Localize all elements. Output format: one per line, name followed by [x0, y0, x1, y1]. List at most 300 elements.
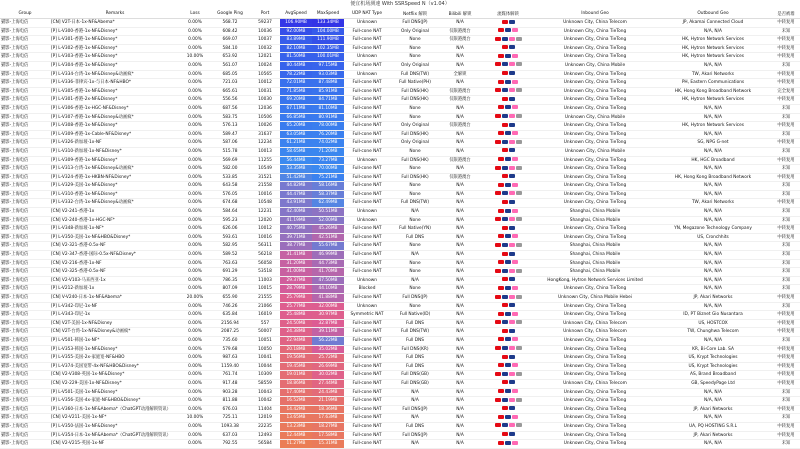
table-row[interactable] [0, 87, 800, 96]
table-cell: 猫影-上海电信 [0, 440, 50, 449]
table-cell: HK, Hytron Network Services [654, 36, 772, 45]
table-cell: Full Native(PH) [390, 79, 440, 88]
table-row[interactable] [0, 225, 800, 234]
table-row[interactable] [0, 302, 800, 311]
table-cell: None [390, 268, 440, 277]
table-cell: 515.78 [210, 147, 250, 156]
table-cell: N/A [440, 53, 480, 62]
streaming-icon [502, 20, 508, 24]
table-cell: Unknown City, China TieTong [536, 130, 654, 139]
table-cell: Unknown City, China TieTong [536, 345, 654, 354]
table-cell: Full-cone NAT [344, 199, 390, 208]
table-cell [480, 104, 536, 113]
table-cell: 未知 [772, 130, 800, 139]
table-row[interactable] [0, 27, 800, 36]
table-row[interactable] [0, 216, 800, 225]
table-cell: Unknown City, China TieTong [536, 405, 654, 414]
table-cell: 10012 [250, 79, 280, 88]
streaming-icon [495, 88, 501, 92]
streaming-icon [502, 114, 508, 118]
table-cell: 猫影-上海电信 [0, 414, 50, 423]
table-cell: 24.43MB [312, 388, 344, 397]
table-cell: 0.00% [180, 19, 210, 28]
column-header[interactable]: Bilibili 解锁 [440, 9, 480, 19]
table-cell: 仅限港澳台 [440, 27, 480, 36]
column-header[interactable]: Google Ping [210, 9, 250, 19]
table-cell: N/A [440, 104, 480, 113]
table-cell: Full-cone NAT [344, 182, 390, 191]
streaming-icon [505, 286, 511, 290]
table-row[interactable] [0, 405, 800, 414]
streaming-icon [505, 312, 511, 316]
table-cell: 中转复用 [772, 96, 800, 105]
table-cell: 674.68 [210, 199, 250, 208]
table-cell: 猫影-上海电信 [0, 233, 50, 242]
table-cell: 53.35MB [280, 165, 312, 174]
table-cell: 0.00% [180, 36, 210, 45]
table-cell: N/A [440, 414, 480, 423]
table-cell: [P] L-V356-美国-4x-家庭-NF&HBO&Disney* [50, 397, 180, 406]
table-cell: [P] L-V313-台湾-1x-NF&Disney&动画疯* [50, 165, 180, 174]
table-row[interactable] [0, 156, 800, 165]
table-row[interactable] [0, 36, 800, 45]
table-cell: 665.61 [210, 87, 250, 96]
table-row[interactable] [0, 182, 800, 191]
table-cell: Full DNS [390, 336, 440, 345]
table-cell: Full-cone NAT [344, 147, 390, 156]
column-header[interactable]: Loss [180, 9, 210, 19]
table-cell: [P] L-V501-美国-1x-NF&Disney* [50, 388, 180, 397]
table-row[interactable] [0, 104, 800, 113]
streaming-icon [509, 200, 515, 204]
streaming-icon [509, 123, 515, 127]
table-cell: Unknown City, China TieTong [536, 190, 654, 199]
streaming-icon [516, 37, 522, 41]
streaming-icon [509, 20, 515, 24]
table-cell: 691.29 [210, 268, 250, 277]
table-cell: 31.20MB [280, 259, 312, 268]
table-row[interactable] [0, 190, 800, 199]
streaming-icon [512, 312, 518, 316]
column-header[interactable]: MaxSpeed [312, 9, 344, 19]
table-cell: [P] L-V334-台湾-1x-NF&Disney&动画疯* [50, 70, 180, 79]
table-cell: N/A, N/A [654, 208, 772, 217]
table-cell [480, 345, 536, 354]
table-cell [480, 36, 536, 45]
table-cell: 未知 [772, 276, 800, 285]
table-cell: None [390, 147, 440, 156]
table-cell: ID, PT Biznet Gio Nusantara [654, 311, 772, 320]
table-row[interactable] [0, 268, 800, 277]
table-cell: Unknown City, China TieTong [536, 233, 654, 242]
table-cell: 111.90MB [312, 36, 344, 45]
table-cell: Unknown City, China Telecom [536, 379, 654, 388]
table-row[interactable] [0, 431, 800, 440]
table-cell: 0.00% [180, 173, 210, 182]
streaming-icon [498, 260, 504, 264]
table-cell: 未知 [772, 259, 800, 268]
table-cell [480, 362, 536, 371]
table-cell: 47.50MB [312, 276, 344, 285]
table-cell: US, Krypt Technologies [654, 354, 772, 363]
table-cell: 未知 [772, 165, 800, 174]
streaming-icon [502, 252, 508, 256]
table-cell: 猫影-上海电信 [0, 319, 50, 328]
table-cell: 21555 [250, 294, 280, 303]
table-cell: 中转复用 [772, 319, 800, 328]
streaming-icon [502, 269, 508, 273]
table-cell: 40.75MB [280, 225, 312, 234]
table-row[interactable] [0, 319, 800, 328]
table-cell: HK, Hytron Network Services [654, 96, 772, 105]
table-cell: 0.00% [180, 113, 210, 122]
table-cell: 猫影-上海电信 [0, 311, 50, 320]
table-row[interactable] [0, 371, 800, 380]
table-cell: N/A [390, 208, 440, 217]
table-cell: 未知 [772, 147, 800, 156]
table-cell: 未知 [772, 302, 800, 311]
table-cell: HK, Hytron Network Services [654, 122, 772, 131]
column-header[interactable]: Outbound Geo [654, 9, 772, 19]
table-cell: N/A [440, 259, 480, 268]
table-row[interactable] [0, 173, 800, 182]
table-row[interactable] [0, 130, 800, 139]
table-row[interactable] [0, 61, 800, 70]
table-cell: 637.03 [210, 431, 250, 440]
streaming-icon [495, 243, 501, 247]
table-cell: Full DNS [390, 233, 440, 242]
table-cell: [P] L-V354-日本-1x-NF&Abema*（ChatGPT动漫解锁资讯） [50, 431, 180, 440]
streaming-icon [505, 28, 511, 32]
table-row[interactable] [0, 70, 800, 79]
table-row[interactable] [0, 233, 800, 242]
table-cell: 58559 [250, 379, 280, 388]
streaming-icon [512, 183, 518, 187]
table-cell: [P] L-V374-美国宽带-4x-NF&HBO&Disney* [50, 362, 180, 371]
table-row[interactable] [0, 362, 800, 371]
table-cell: N/A [390, 251, 440, 260]
table-cell: 11404 [250, 405, 280, 414]
table-row[interactable] [0, 53, 800, 62]
table-cell: 猫影-上海电信 [0, 259, 50, 268]
table-cell: 45.26MB [312, 225, 344, 234]
table-cell: [P] L-V307-香港-1x-NF&Disney&动画疯* [50, 113, 180, 122]
table-cell: None [390, 36, 440, 45]
table-row[interactable] [0, 259, 800, 268]
table-cell: N/A [440, 19, 480, 28]
table-cell: Full-cone NAT [344, 27, 390, 36]
table-cell: 643.58 [210, 182, 250, 191]
table-cell: 635.84 [210, 311, 250, 320]
table-cell: Full-cone NAT [344, 345, 390, 354]
table-cell: None [390, 113, 440, 122]
table-cell: 10309 [250, 371, 280, 380]
table-cell: N/A [440, 61, 480, 70]
table-cell: 未知 [772, 251, 800, 260]
table-cell: 猫影-上海电信 [0, 431, 50, 440]
table-cell: [CN] V2T-美国-1x-NF&Disney [50, 319, 180, 328]
table-cell: None [390, 285, 440, 294]
table-cell: 582.95 [210, 242, 250, 251]
streaming-icon [502, 148, 508, 152]
streaming-icon [502, 71, 508, 75]
table-cell: 41.19MB [280, 216, 312, 225]
table-cell: TW, Akari Networks [654, 70, 772, 79]
table-cell: 12.44MB [280, 431, 312, 440]
table-cell: 未知 [772, 268, 800, 277]
table-cell: Unknown City, China TieTong [536, 354, 654, 363]
table-cell: 10036 [250, 27, 280, 36]
table-cell: Full-cone NAT [344, 113, 390, 122]
table-cell: HK, HGC Broadband [654, 156, 772, 165]
table-cell: 0.00% [180, 122, 210, 131]
table-cell: 猫影-上海电信 [0, 294, 50, 303]
streaming-icon [512, 337, 518, 341]
streaming-icon [512, 363, 518, 367]
table-cell: 10044 [250, 362, 280, 371]
table-cell: Full-cone NAT [344, 379, 390, 388]
table-cell: 12021 [250, 53, 280, 62]
table-cell: N/A, N/A [654, 147, 772, 156]
table-cell: 0.00% [180, 147, 210, 156]
table-cell [480, 405, 536, 414]
table-row[interactable] [0, 328, 800, 337]
table-cell: [CN] V2-V215-英国-1x-NF [50, 440, 180, 449]
table-cell: 24.38MB [280, 328, 312, 337]
table-cell: 102.35MB [312, 44, 344, 53]
table-cell: 56058 [250, 259, 280, 268]
streaming-icon [502, 372, 508, 376]
streaming-icon [502, 62, 508, 66]
table-cell: Unknown [344, 208, 390, 217]
table-cell [480, 431, 536, 440]
table-cell: KR, Bi-Core Lab. SA [654, 345, 772, 354]
table-row[interactable] [0, 19, 800, 28]
table-cell: Full DNS(GB) [390, 371, 440, 380]
table-cell: Full DNS(JP) [390, 19, 440, 28]
streaming-icon [509, 346, 515, 350]
table-cell: 13.65MB [280, 414, 312, 423]
table-cell: 猫影-上海电信 [0, 27, 50, 36]
table-cell: N/A, N/A [654, 285, 772, 294]
table-cell: 97.15MB [312, 61, 344, 70]
table-cell: [CN] V2-241-香港-1x [50, 208, 180, 217]
table-cell: N/A [390, 276, 440, 285]
table-cell: N/A [440, 79, 480, 88]
table-row[interactable] [0, 147, 800, 156]
table-cell: 21066 [250, 302, 280, 311]
table-cell [480, 302, 536, 311]
table-cell: 74.02MB [312, 139, 344, 148]
table-cell: 10043 [250, 388, 280, 397]
column-header[interactable]: Inbound Geo [536, 9, 654, 19]
table-cell: 104.00MB [312, 27, 344, 36]
table-cell: Full-cone NAT [344, 440, 390, 449]
streaming-icon [509, 277, 515, 281]
table-cell: 18.36MB [312, 405, 344, 414]
table-row[interactable] [0, 285, 800, 294]
table-cell: 未知 [772, 27, 800, 36]
table-cell: N/A [440, 208, 480, 217]
column-header[interactable]: Group [0, 9, 50, 19]
streaming-icon [502, 243, 508, 247]
table-cell: [P] L-V332-台湾-1x-NF&Disney&动画疯* [50, 199, 180, 208]
streaming-icon [509, 372, 515, 376]
streaming-icon [505, 105, 511, 109]
streaming-icon [512, 415, 518, 419]
table-cell: 猫影-上海电信 [0, 208, 50, 217]
table-cell: Full DNS [390, 362, 440, 371]
table-cell: 12231 [250, 208, 280, 217]
table-row[interactable] [0, 79, 800, 88]
streaming-icon [498, 131, 504, 135]
table-cell: 猫影-上海电信 [0, 156, 50, 165]
table-row[interactable] [0, 199, 800, 208]
table-row[interactable] [0, 139, 800, 148]
table-cell: 786.35 [210, 276, 250, 285]
table-cell: 10037 [250, 36, 280, 45]
table-cell: 猫影-上海电信 [0, 19, 50, 28]
table-cell: [P] L-V302-香港-1x-NF&Disney* [50, 44, 180, 53]
table-cell: Full DNS(HK) [390, 87, 440, 96]
streaming-icon [502, 37, 508, 41]
streaming-icon [502, 355, 508, 359]
column-header[interactable]: AvgSpeed [280, 9, 312, 19]
table-row[interactable] [0, 208, 800, 217]
table-cell: 0.00% [180, 388, 210, 397]
table-cell: 24.50MB [280, 319, 312, 328]
table-cell: N/A [440, 362, 480, 371]
table-row[interactable] [0, 294, 800, 303]
table-row[interactable] [0, 165, 800, 174]
table-row[interactable] [0, 379, 800, 388]
table-cell: 仅限港澳台 [440, 96, 480, 105]
table-row[interactable] [0, 345, 800, 354]
table-cell: Full DNS(TW) [390, 199, 440, 208]
streaming-icon [505, 54, 511, 58]
table-cell [480, 319, 536, 328]
table-row[interactable] [0, 242, 800, 251]
table-cell: Unknown City, China Mobile [536, 147, 654, 156]
table-cell: Unknown City, China TieTong [536, 302, 654, 311]
table-cell: Shanghai, China Mobile [536, 208, 654, 217]
column-header[interactable]: Remarks [50, 9, 180, 19]
column-header[interactable]: 是否被墙 [772, 9, 800, 19]
column-header[interactable]: Port [250, 9, 280, 19]
streaming-icon [502, 320, 508, 324]
table-cell: Unknown [344, 156, 390, 165]
table-cell: 未知 [772, 190, 800, 199]
table-cell: 80.91MB [312, 113, 344, 122]
table-cell: N/A [440, 328, 480, 337]
table-cell: 32.87MB [312, 319, 344, 328]
table-cell: HK, Hong Kong Broadband Network [654, 87, 772, 96]
table-cell: [P] L-V308-香港-1x-NF&Disney* [50, 122, 180, 131]
column-header[interactable]: UDP NAT Type [344, 9, 390, 19]
table-cell: Unknown City, China TieTong [536, 388, 654, 397]
table-row[interactable] [0, 122, 800, 131]
table-cell: Full-cone NAT [344, 362, 390, 371]
streaming-icon [502, 217, 508, 221]
column-header[interactable]: Netflix 解锁 [390, 9, 440, 19]
streaming-icon [509, 423, 515, 427]
table-cell: 0.00% [180, 336, 210, 345]
table-cell: 12019 [250, 414, 280, 423]
table-row[interactable] [0, 113, 800, 122]
table-cell: N/A [440, 379, 480, 388]
table-row[interactable] [0, 336, 800, 345]
table-cell: Full DNS(HK) [390, 156, 440, 165]
table-cell: [P] L-V310-香港-1x-NF&Disney* [50, 190, 180, 199]
table-cell: 仅限港澳台 [440, 156, 480, 165]
table-cell: 10026 [250, 122, 280, 131]
table-cell: Full-cone NAT [344, 336, 390, 345]
table-row[interactable] [0, 388, 800, 397]
table-cell: None [390, 44, 440, 53]
table-cell: N/A [440, 268, 480, 277]
table-cell: 78.00MB [312, 122, 344, 131]
table-cell: 26.69MB [312, 362, 344, 371]
table-row[interactable] [0, 276, 800, 285]
table-cell: Full DNS [390, 354, 440, 363]
table-cell [480, 414, 536, 423]
table-cell: 仅限港澳台 [440, 173, 480, 182]
column-header[interactable]: 流媒体解锁 [480, 9, 536, 19]
table-cell: [P] L-V304-香港-1x-NF&Disney* [50, 61, 180, 70]
table-row[interactable] [0, 414, 800, 423]
table-row[interactable] [0, 311, 800, 320]
table-cell: 30.97MB [312, 311, 344, 320]
table-cell: 猫影-上海电信 [0, 379, 50, 388]
table-cell: None [390, 302, 440, 311]
table-row[interactable] [0, 96, 800, 105]
streaming-icon [509, 71, 515, 75]
table-row[interactable] [0, 397, 800, 406]
table-cell: 猫影-上海电信 [0, 371, 50, 380]
table-cell: 32.00MB [312, 302, 344, 311]
table-cell: 0.00% [180, 251, 210, 260]
table-cell: Full-cone NAT [344, 405, 390, 414]
table-cell: 655.90 [210, 294, 250, 303]
streaming-icon [498, 234, 504, 238]
table-cell: 27.44MB [312, 379, 344, 388]
streaming-icon [495, 191, 501, 195]
table-cell: Full DNS(HK) [390, 130, 440, 139]
table-cell: [P] L-V309-香港-1x-NF&Disney* [50, 156, 180, 165]
table-cell: Full DNS(TW) [390, 70, 440, 79]
table-cell: 25.72MB [312, 354, 344, 363]
streaming-icon [509, 114, 515, 118]
table-cell: 未知 [772, 336, 800, 345]
table-cell: 10024 [250, 61, 280, 70]
table-cell: 608.42 [210, 27, 250, 36]
table-cell: Unknown City, China TieTong [536, 182, 654, 191]
streaming-icon [502, 226, 508, 230]
table-cell: 55.67MB [312, 242, 344, 251]
table-cell: [P] L-V324-香港-1x-HKBN-NF&Disney* [50, 173, 180, 182]
table-cell: 全解锁 [440, 70, 480, 79]
table-cell: 0.00% [180, 397, 210, 406]
streaming-icon [509, 320, 515, 324]
table-row[interactable] [0, 251, 800, 260]
table-row[interactable] [0, 422, 800, 431]
table-row[interactable] [0, 44, 800, 53]
table-row[interactable] [0, 354, 800, 363]
streaming-icon [516, 372, 522, 376]
table-cell: 15.31MB [312, 440, 344, 449]
streaming-icon [512, 286, 518, 290]
table-cell: 25.77MB [280, 302, 312, 311]
